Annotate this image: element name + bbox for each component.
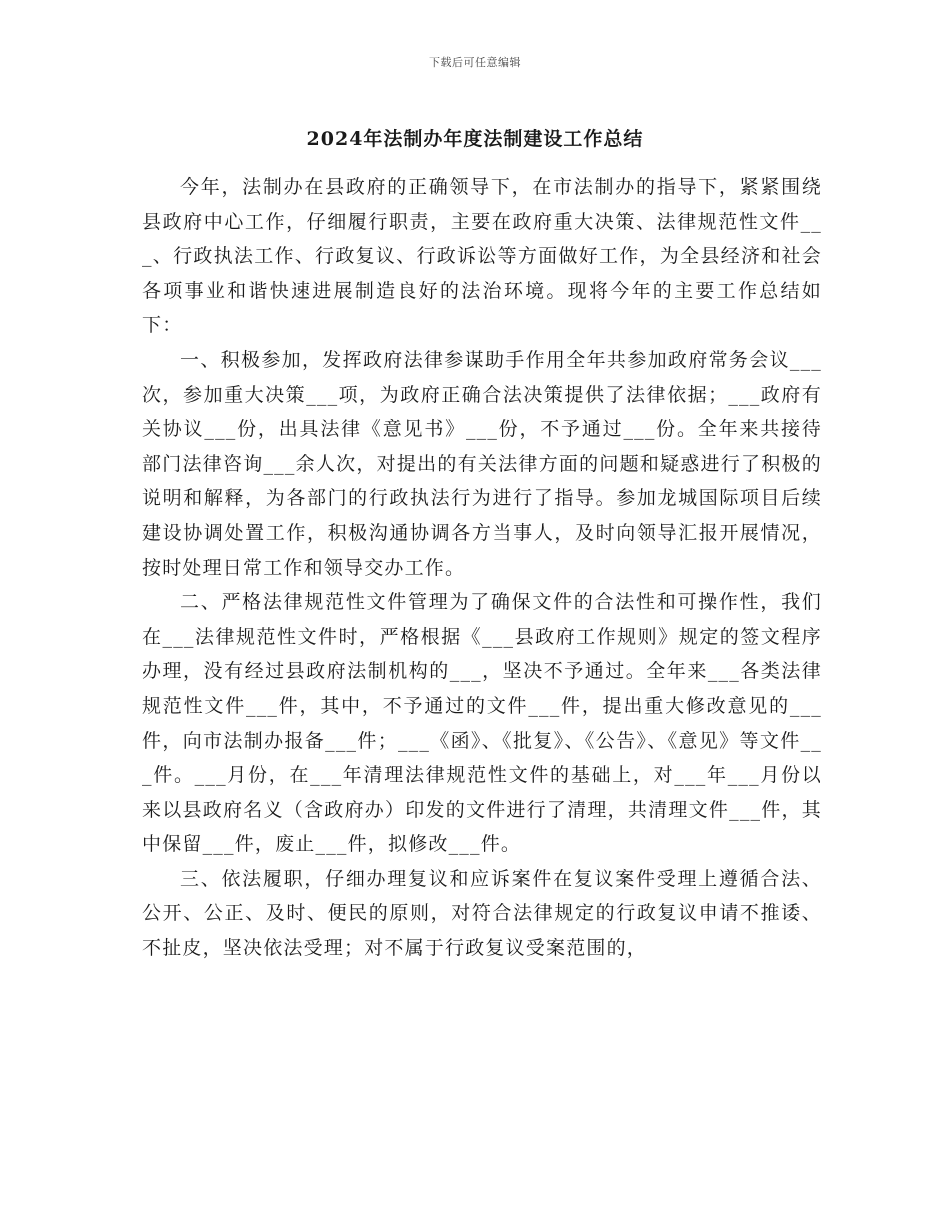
paragraph-section-2: 二、严格法律规范性文件管理为了确保文件的合法性和可操作性，我们在___法律规范性文件时，严格根据《___县政府工作规则》规定的签文程序办理，没有经过县政府法制机构的___，坚决不予通过。全年来___各类法律规范性文件___件，其中，不予通过的文件___件，提出重大修改意见的___件，向市法制办报备___件；___《函》、《批复》、《公告》、《意见》等文件___件。___月份，在___年清理法律规范性文件的基础上，对___年___月份以来以县政府名义（含政府办）印发的文件进行了清理，共清理文件___件，其中保留___件，废止___件，拟修改___件。: [142, 591, 822, 856]
header-note: 下载后可任意编辑: [429, 56, 521, 69]
paragraph-intro: 今年，法制办在县政府的正确领导下，在市法制办的指导下，紧紧围绕县政府中心工作，仔细履行职责，主要在政府重大决策、法律规范性文件___、行政执法工作、行政复议、行政诉讼等方面做好工作，为全县经济和社会各项事业和谐快速进展制造良好的法治环境。现将今年的主要工作总结如下：: [142, 176, 822, 337]
paragraph-section-3: 三、依法履职，仔细办理复议和应诉案件在复议案件受理上遵循合法、公开、公正、及时、便民的原则，对符合法律规定的行政复议申请不推诿、不扯皮，坚决依法受理；对不属于行政复议受案范围的，: [142, 867, 822, 960]
paragraph-section-1: 一、积极参加，发挥政府法律参谋助手作用全年共参加政府常务会议___次，参加重大决策___项，为政府正确合法决策提供了法律依据；___政府有关协议___份，出具法律《意见书》___份，不予通过___份。全年来共接待部门法律咨询___余人次，对提出的有关法律方面的问题和疑惑进行了积极的说明和解释，为各部门的行政执法行为进行了指导。参加龙城国际项目后续建设协调处置工作，积极沟通协调各方当事人，及时向领导汇报开展情况，按时处理日常工作和领导交办工作。: [142, 348, 822, 579]
document-body: [142, 170, 822, 966]
document-title: 2024年法制办年度法制建设工作总结: [306, 128, 644, 150]
